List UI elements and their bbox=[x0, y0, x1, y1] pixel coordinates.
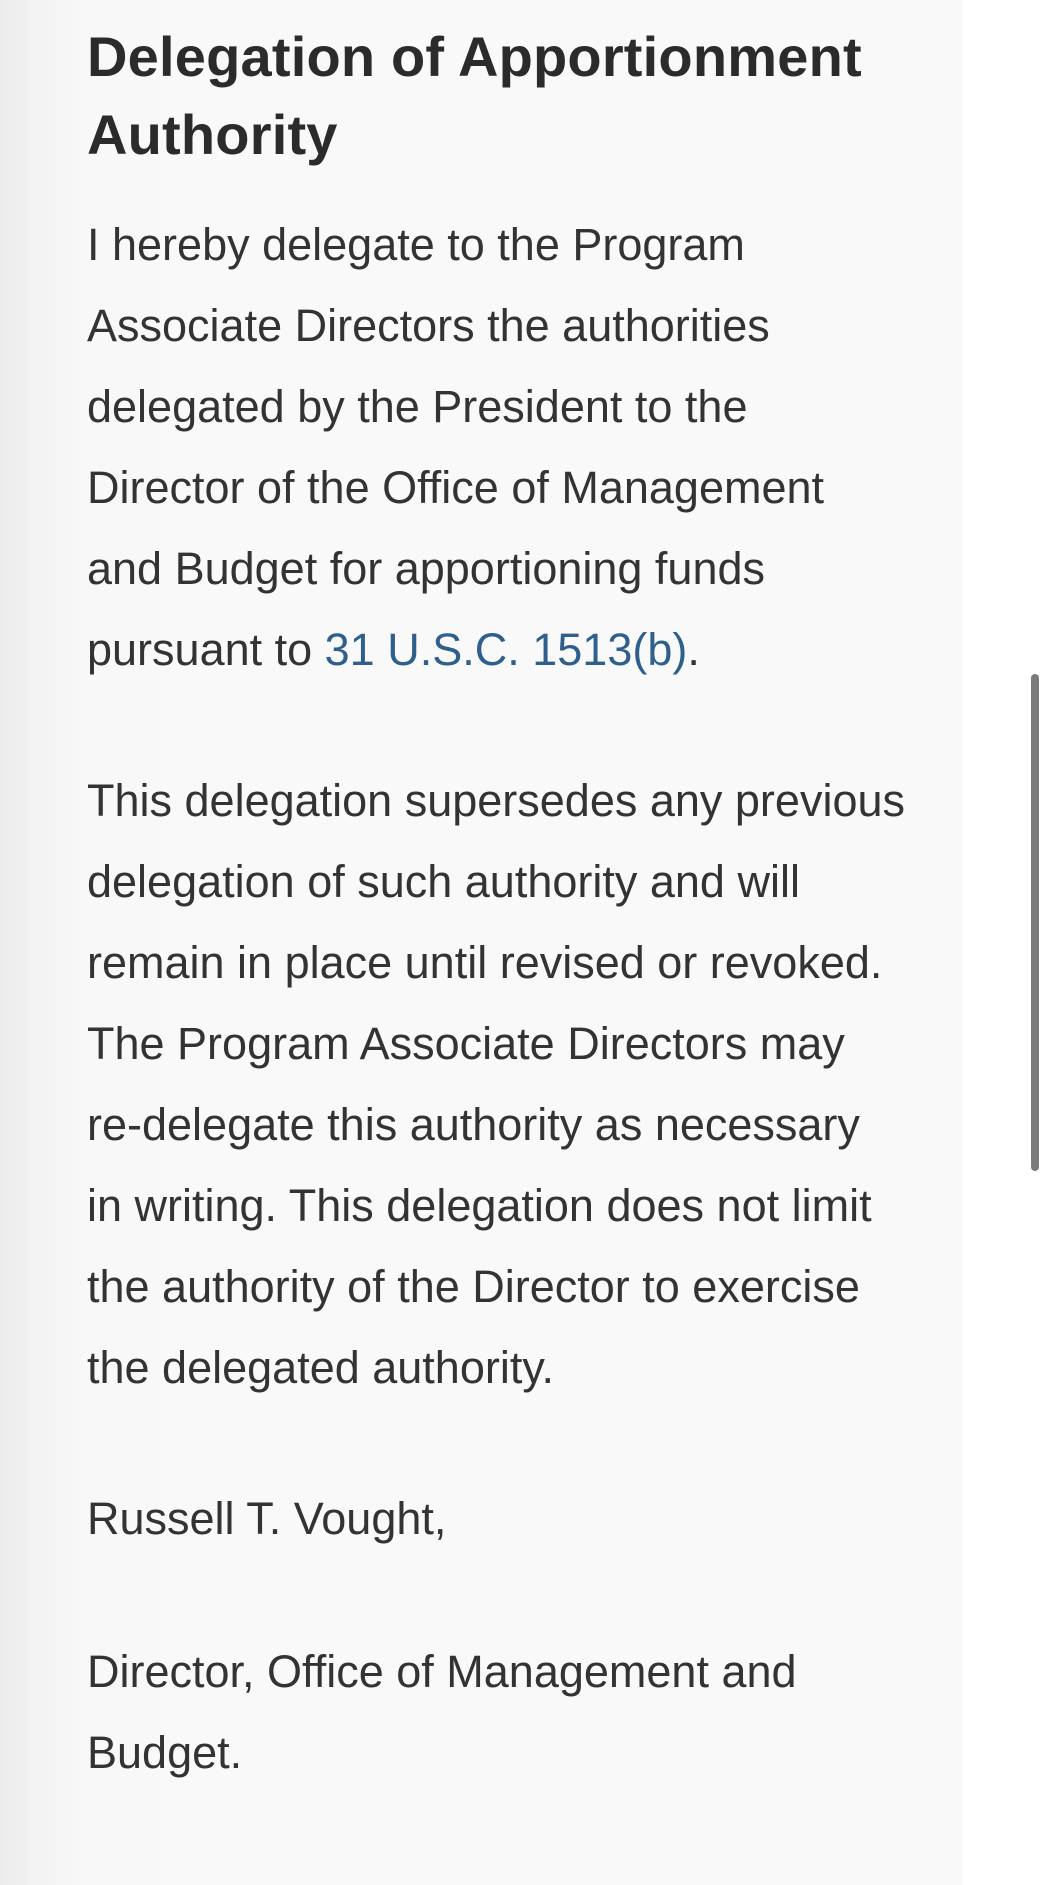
signatory-title: Director, Office of Management and Budget. bbox=[87, 1646, 797, 1778]
paragraph-text-before-link: I hereby delegate to the Program Associate Directors the authorities delegated by the President to the Director of the Office of Management and Budget for apportioning funds pursuant to bbox=[87, 219, 825, 675]
article bbox=[87, 18, 907, 1793]
usc-citation-link[interactable]: 31 U.S.C. 1513(b) bbox=[324, 624, 688, 675]
vertical-scrollbar[interactable] bbox=[1031, 0, 1041, 1885]
delegation-paragraph bbox=[87, 204, 907, 690]
supersedes-paragraph: This delegation supersedes any previous delegation of such authority and will remain in place until revised or revoked. The Program Associate Directors may re-delegate this authority as necessary in writing. This delegation does not limit the authority of the Director to exercise the delegated authority. bbox=[87, 775, 905, 1393]
paragraph-text-after-link: . bbox=[687, 624, 700, 675]
section-heading: Delegation of Apportionment Authority bbox=[87, 25, 862, 166]
signatory-name: Russell T. Vought, bbox=[87, 1493, 447, 1544]
scrollbar-thumb[interactable] bbox=[1031, 674, 1039, 1171]
